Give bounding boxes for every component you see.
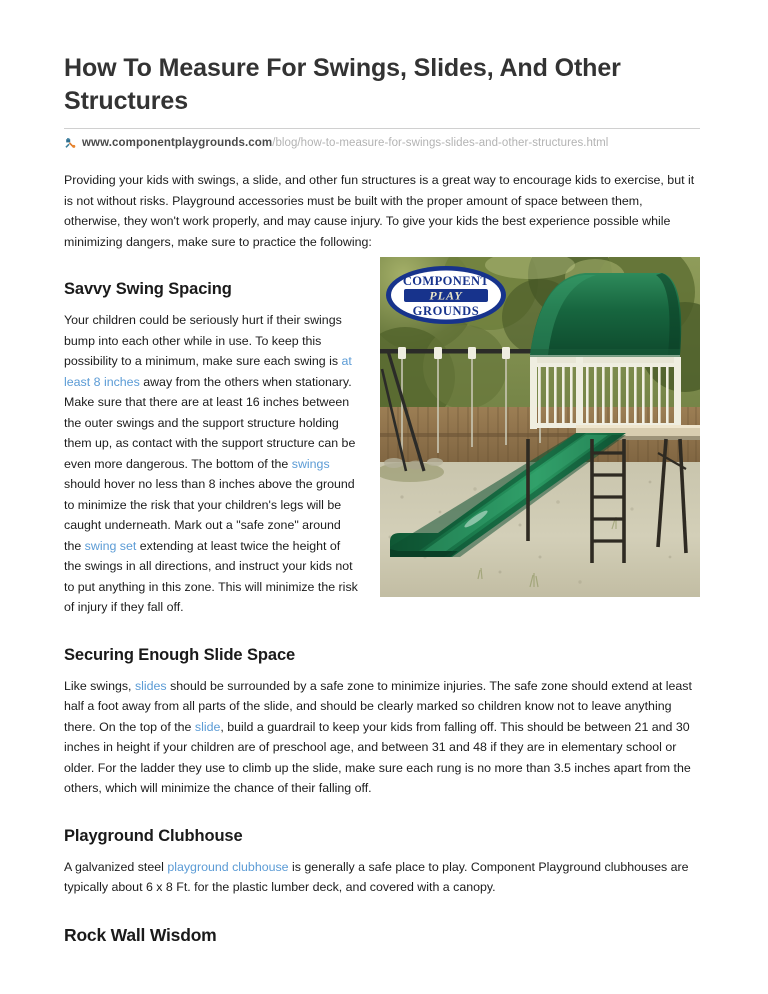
photo-logo-badge bbox=[386, 266, 506, 324]
text-run: away from the others when stationary. Make sure that there are at least 16 inches between the outer swings and the support structure holding them up, as contact with the support structure can be even more dangerous. The bottom of the bbox=[64, 374, 356, 471]
text-run: Like swings, bbox=[64, 678, 135, 693]
link-swings[interactable]: swings bbox=[291, 456, 330, 471]
section-paragraph-playground-clubhouse bbox=[64, 857, 700, 898]
text-run: should be surrounded by a safe zone to minimize injuries. The safe zone should extend at least half a foot away from all parts of the slide, and should be clearly marked so children know not to leave anything there. On the top of the bbox=[64, 678, 692, 734]
link-slide[interactable]: slide bbox=[194, 719, 221, 734]
page-title: How To Measure For Swings, Slides, And Other Structures bbox=[64, 54, 621, 115]
source-path[interactable]: /blog/how-to-measure-for-swings-slides-and-other-structures.html bbox=[272, 137, 609, 149]
svg-text:COMPONENT: COMPONENT bbox=[402, 274, 490, 288]
text-run: is generally a safe place to play. Component Playground clubhouses are typically about 6 x 8 Ft. for the plastic lumber deck, and covered with a canopy. bbox=[64, 859, 689, 894]
section-heading-savvy-swing-spacing: Savvy Swing Spacing bbox=[64, 280, 232, 298]
section-paragraph-securing-enough-slide-space bbox=[64, 676, 700, 799]
link-slides[interactable]: slides bbox=[134, 678, 167, 693]
section-heading-playground-clubhouse: Playground Clubhouse bbox=[64, 826, 243, 845]
source-url-row bbox=[64, 136, 700, 152]
title-divider bbox=[64, 128, 700, 129]
section-heading-securing-enough-slide-space: Securing Enough Slide Space bbox=[64, 645, 296, 664]
link-at-least-8-inches[interactable]: at least 8 inches bbox=[64, 354, 352, 389]
intro-paragraph: Providing your kids with swings, a slide, and other fun structures is a great way to encourage kids to exercise, but it is not without risks. Playground accessories must be built with the proper amount of space between them, otherwise, they won't work properly, and may cause injury. To give your kids the best experience possible while minimizing dangers, make sure to practice the following: bbox=[64, 173, 695, 249]
playground-photo-image bbox=[380, 257, 700, 597]
component-playgrounds-favicon-icon bbox=[64, 137, 77, 150]
playground-photo bbox=[380, 257, 700, 597]
svg-text:GROUNDS: GROUNDS bbox=[412, 304, 480, 318]
link-swing-set[interactable]: swing set bbox=[84, 538, 137, 553]
section-heading-rock-wall-wisdom: Rock Wall Wisdom bbox=[64, 924, 217, 945]
svg-text:PLAY: PLAY bbox=[429, 288, 463, 303]
text-run: should hover no less than 8 inches above the ground to minimize the risk that your children's legs will be caught underneath. Mark out a "safe zone" around the bbox=[64, 477, 355, 553]
link-playground-clubhouse[interactable]: playground clubhouse bbox=[167, 859, 289, 874]
source-domain[interactable]: www.componentplaygrounds.com bbox=[82, 137, 273, 149]
text-run: Your children could be seriously hurt if their swings bump into each other while in use. To keep this possibility to a minimum, make sure each swing is bbox=[64, 313, 342, 368]
text-run: , build a guardrail to keep your kids from falling off. This should be between 21 and 30 inches in height if your children are of preschool age, and between 31 and 48 if they are in elementary school or older. For the ladder they use to climb up the slide, make sure each rung is no more than 3.5 inches apart from the others, which will minimize the chance of their falling off. bbox=[64, 719, 691, 795]
text-run: A galvanized steel bbox=[64, 859, 168, 874]
text-run: extending at least twice the height of the swings in all directions, and instruct your kids not to put anything in this zone. This will minimize the risk of injury if they fall off. bbox=[64, 538, 358, 614]
